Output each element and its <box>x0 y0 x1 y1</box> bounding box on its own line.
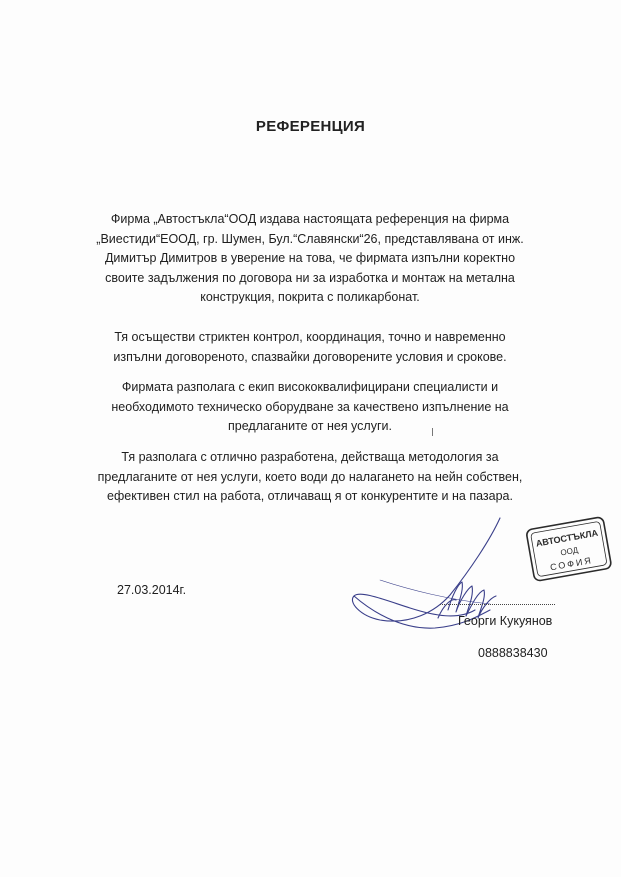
paragraph-line: предлаганите от нея услуги. <box>228 419 392 433</box>
paragraph-4 <box>70 448 550 507</box>
paragraph-line: Тя осъществи стриктен контрол, координация, точно и навременно <box>114 330 506 344</box>
document-date: 27.03.2014г. <box>117 583 187 597</box>
paragraph-line: Тя разполага с отлично разработена, действаща методология за <box>121 450 499 464</box>
paragraph-line: Фирмата разполага с екип висококвалифицирани специалисти и <box>121 380 499 394</box>
signer-phone: 0888838430 <box>478 646 548 660</box>
paragraph-line: конструкция, покрита с поликарбонат. <box>200 290 420 304</box>
paragraph-1 <box>70 210 550 308</box>
paragraph-line: изпълни договореното, спазвайки договорените условия и срокове. <box>113 349 507 364</box>
stamp-line-2: ООД <box>559 545 579 558</box>
document-title: РЕФЕРЕНЦИЯ <box>255 118 366 135</box>
paragraph-line: предлаганите от нея услуги, което води до налагането на нейн собствен, <box>97 469 523 484</box>
scan-speck <box>432 428 433 436</box>
signer-name: Георги Кукуянов <box>458 614 553 628</box>
paragraph-3 <box>70 378 550 437</box>
paragraph-line: „Виестиди“ЕООД, гр. Шумен, Бул.“Славянски“26, представлявана от инж. <box>96 231 524 246</box>
paragraph-line: необходимото техническо оборудване за качествено изпълнение на <box>111 399 509 414</box>
paragraph-line: своите задължения по договора ни за изработка и монтаж на метална <box>105 270 515 285</box>
company-stamp <box>524 515 614 585</box>
paragraph-line: Димитър Димитров в уверение на това, че фирмата изпълни коректно <box>104 251 516 265</box>
paragraph-2 <box>70 328 550 367</box>
paragraph-line: Фирма „Автостъкла“ООД издава настоящата референция на фирма <box>110 212 510 226</box>
paragraph-line: ефективен стил на работа, отличаващ я от конкурентите и на пазара. <box>107 489 513 503</box>
handwritten-signature <box>340 500 540 670</box>
signature-line <box>440 604 555 605</box>
stamp-line-1: АВТОСТЪКЛА <box>535 527 599 549</box>
stamp-line-3: СОФИЯ <box>549 555 594 573</box>
